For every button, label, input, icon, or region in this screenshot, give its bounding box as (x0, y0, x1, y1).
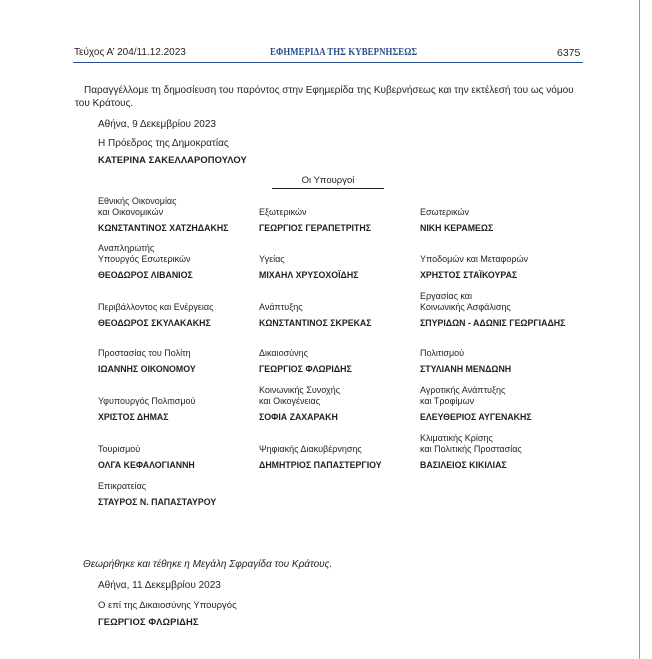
minister-name: ΓΕΩΡΓΙΟΣ ΓΕΡΑΠΕΤΡΙΤΗΣ (259, 223, 372, 233)
minister-role: Κλιματικής Κρίσης και Πολιτικής Προστασίας (420, 433, 522, 454)
minister-name: ΝΙΚΗ ΚΕΡΑΜΕΩΣ (420, 223, 494, 233)
minister-name: ΙΩΑΝΝΗΣ ΟΙΚΟΝΟΜΟΥ (98, 364, 196, 374)
minister-role: Ανάπτυξης (259, 302, 303, 312)
minister-name: ΒΑΣΙΛΕΙΟΣ ΚΙΚΙΛΙΑΣ (420, 460, 507, 470)
president-title: Η Πρόεδρος της Δημοκρατίας (98, 138, 229, 149)
minister-name: ΓΕΩΡΓΙΟΣ ΦΛΩΡΙΔΗΣ (259, 364, 352, 374)
signing-place-date: Αθήνα, 9 Δεκεμβρίου 2023 (98, 119, 216, 130)
minister-name: ΧΡΙΣΤΟΣ ΔΗΜΑΣ (98, 412, 169, 422)
minister-name: ΘΕΟΔΩΡΟΣ ΛΙΒΑΝΙΟΣ (98, 270, 193, 280)
minister-name: ΟΛΓΑ ΚΕΦΑΛΟΓΙΑΝΝΗ (98, 460, 195, 470)
seal-place-date: Αθήνα, 11 Δεκεμβρίου 2023 (98, 580, 221, 591)
minister-signature (259, 207, 429, 234)
minister-role: Τουρισμού (98, 444, 141, 454)
minister-role: Εξωτερικών (259, 207, 307, 217)
minister-signature (259, 348, 429, 375)
minister-signature (420, 433, 590, 471)
minister-role: Περιβάλλοντος και Ενέργειας (98, 302, 214, 312)
minister-role: Προστασίας του Πολίτη (98, 348, 191, 358)
president-name: ΚΑΤΕΡΙΝΑ ΣΑΚΕΛΛΑΡΟΠΟΥΛΟΥ (98, 154, 247, 165)
minister-role: Δικαιοσύνης (259, 348, 308, 358)
minister-signature (259, 302, 429, 329)
minister-signature (420, 207, 590, 234)
minister-signature (98, 444, 268, 471)
minister-signature (420, 348, 590, 375)
minister-role: Πολιτισμού (420, 348, 465, 358)
minister-signature (98, 396, 268, 423)
minister-signature (259, 444, 429, 471)
minister-signature (98, 243, 268, 281)
minister-signature (420, 254, 590, 281)
gazette-title: ΕΦΗΜΕΡΙΔΑ ΤΗΣ ΚΥΒΕΡΝΗΣΕΩΣ (270, 47, 418, 58)
minister-role: Εργασίας και Κοινωνικής Ασφάλισης (420, 291, 511, 312)
minister-signature (420, 291, 590, 329)
minister-name: ΣΤΑΥΡΟΣ Ν. ΠΑΠΑΣΤΑΥΡΟΥ (98, 497, 217, 507)
justice-minister-title: Ο επί της Δικαιοσύνης Υπουργός (98, 600, 237, 611)
minister-role: Εσωτερικών (420, 207, 470, 217)
minister-role: Υγείας (259, 254, 285, 264)
minister-name: ΣΟΦΙΑ ΖΑΧΑΡΑΚΗ (259, 412, 338, 422)
minister-role: Αγροτικής Ανάπτυξης και Τροφίμων (420, 385, 506, 406)
minister-signature (98, 302, 268, 329)
minister-signature (420, 385, 590, 423)
minister-name: ΘΕΟΔΩΡΟΣ ΣΚΥΛΑΚΑΚΗΣ (98, 318, 211, 328)
minister-role: Αναπληρωτής Υπουργός Εσωτερικών (98, 243, 191, 264)
minister-signature (98, 348, 268, 375)
issue-number: Τεύχος Α’ 204/11.12.2023 (74, 47, 186, 58)
minister-signature (98, 196, 268, 234)
minister-name: ΕΛΕΥΘΕΡΙΟΣ ΑΥΓΕΝΑΚΗΣ (420, 412, 532, 422)
minister-name: ΣΠΥΡΙΔΩΝ - ΑΔΩΝΙΣ ΓΕΩΡΓΙΑΔΗΣ (420, 318, 566, 328)
minister-name: ΔΗΜΗΤΡΙΟΣ ΠΑΠΑΣΤΕΡΓΙΟΥ (259, 460, 382, 470)
minister-role: Υφυπουργός Πολιτισμού (98, 396, 196, 406)
minister-signature (259, 385, 429, 423)
minister-name: ΧΡΗΣΤΟΣ ΣΤΑΪΚΟΥΡΑΣ (420, 270, 518, 280)
minister-name: ΜΙΧΑΗΛ ΧΡΥΣΟΧΟΪΔΗΣ (259, 270, 359, 280)
justice-minister-name: ΓΕΩΡΓΙΟΣ ΦΛΩΡΙΔΗΣ (98, 616, 199, 627)
minister-role: Επικρατείας (98, 481, 147, 491)
minister-role: Υποδομών και Μεταφορών (420, 254, 529, 264)
minister-name: ΣΤΥΛΙΑΝΗ ΜΕΝΔΩΝΗ (420, 364, 512, 374)
ministers-heading: Οι Υπουργοί (272, 175, 384, 189)
minister-role: Ψηφιακής Διακυβέρνησης (259, 444, 362, 454)
minister-role: Κοινωνικής Συνοχής και Οικογένειας (259, 385, 341, 406)
minister-role: Εθνικής Οικονομίας και Οικονομικών (98, 196, 177, 217)
header-rule (73, 62, 583, 63)
minister-name: ΚΩΝΣΤΑΝΤΙΝΟΣ ΧΑΤΖΗΔΑΚΗΣ (98, 223, 229, 233)
seal-note: Θεωρήθηκε και τέθηκε η Μεγάλη Σφραγίδα του Κράτους. (83, 559, 333, 570)
minister-name: ΚΩΝΣΤΑΝΤΙΝΟΣ ΣΚΡΕΚΑΣ (259, 318, 372, 328)
minister-signature (259, 254, 429, 281)
page-number: 6375 (557, 47, 581, 59)
intro-paragraph: Παραγγέλλομε τη δημοσίευση του παρόντος στην Εφημερίδα της Κυβερνήσεως και την εκτέλεσή του ως νόμου του Κράτους. (75, 85, 574, 109)
minister-signature (98, 481, 268, 508)
